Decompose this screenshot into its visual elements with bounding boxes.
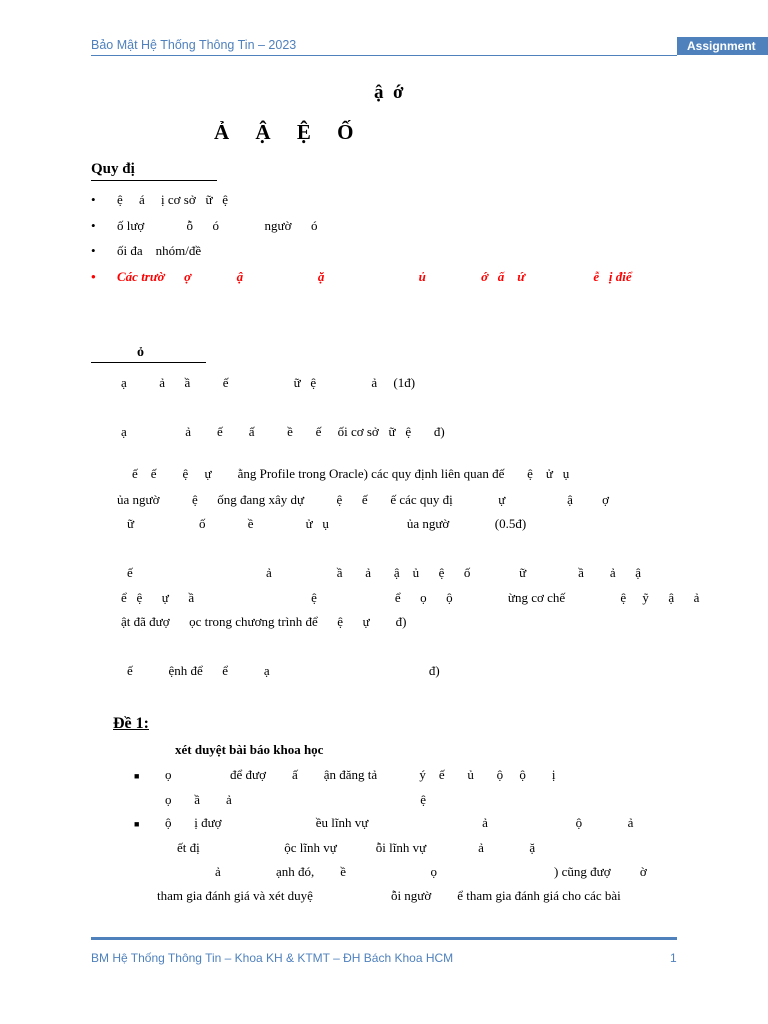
header-title: Bảo Mật Hệ Thống Thông Tin – 2023 [91, 38, 297, 52]
topic-line: ọ ầ ả ệ [165, 792, 427, 807]
page-number: 1 [670, 951, 677, 965]
rule-item-warning: Các trườ ợ ậ ặ ủ ớ ấ ứ ễ ị điể [117, 269, 632, 284]
bullet-icon: • [91, 243, 96, 258]
topic-line: ọ để đượ ấ ận đăng tả ý ế ủ ộ ộ ị [165, 767, 556, 782]
topic-line: ả ạnh đó, ề ọ ) cũng đượ ờ [215, 864, 647, 879]
doc-title-line1: ậ ớ [374, 82, 404, 103]
requirement-line: ữ ố ề ử ụ ủa ngườ (0.5đ) [127, 516, 527, 531]
footer-divider [91, 937, 677, 940]
requirement-line: ạ ả ầ ế ữ ệ ả (1đ) [121, 375, 416, 390]
rule-item: ối đa nhóm/đề [117, 243, 202, 258]
bullet-icon: • [91, 192, 96, 207]
header-badge: Assignment [677, 37, 768, 55]
topic-line: ộ ị đượ ều lĩnh vự ả ộ ả [165, 815, 634, 830]
content-heading-underline [91, 362, 206, 363]
rule-item: ệ á ị cơ sở ữ ệ [117, 192, 229, 207]
requirement-line: ật đã đượ ọc trong chương trình để ệ ự đ) [121, 614, 407, 629]
requirement-line: ủa ngườ ệ ống đang xây dự ệ ế ế các quy đị ự ậ ợ [117, 492, 609, 507]
doc-title-line2: Ả Ậ Ệ Ố [214, 120, 354, 144]
bullet-icon: • [91, 269, 96, 284]
requirement-line: ế ả ầ ả ậ ủ ệ ố ữ ầ ả ậ [127, 565, 641, 580]
content-heading: ỏ [137, 345, 144, 360]
requirement-line: ế ế ệ ự ằng Profile trong Oracle) các quy định liên quan đế ệ ử ụ [132, 466, 570, 481]
topic-subtitle: xét duyệt bài báo khoa học [175, 742, 324, 757]
requirement-line: ể ệ ự ầ ệ ể ọ ộ ừng cơ chế ệ ỹ ậ ả [121, 590, 700, 605]
footer-text: BM Hệ Thống Thông Tin – Khoa KH & KTMT – ĐH Bách Khoa HCM [91, 951, 454, 965]
requirement-line: ế ệnh để ể ạ đ) [127, 663, 440, 678]
requirement-line: ạ ả ế ấ ề ế ối cơ sở ữ ệ đ) [121, 424, 445, 439]
topic-line: ết đị ộc lĩnh vự ỗi lĩnh vự ả ặ [177, 840, 536, 855]
rules-heading-underline [91, 180, 217, 181]
square-bullet-icon: ■ [134, 819, 140, 829]
rule-item: ố lượ ỗ ó ngườ ó [117, 218, 318, 233]
topic-line: tham gia đánh giá và xét duyệ ỗi ngườ ể tham gia đánh giá cho các bài [157, 888, 621, 903]
topic-heading: Đề 1: [113, 715, 149, 732]
header-divider [91, 55, 677, 56]
square-bullet-icon: ■ [134, 771, 140, 781]
rules-heading: Quy đị [91, 161, 135, 177]
bullet-icon: • [91, 218, 96, 233]
